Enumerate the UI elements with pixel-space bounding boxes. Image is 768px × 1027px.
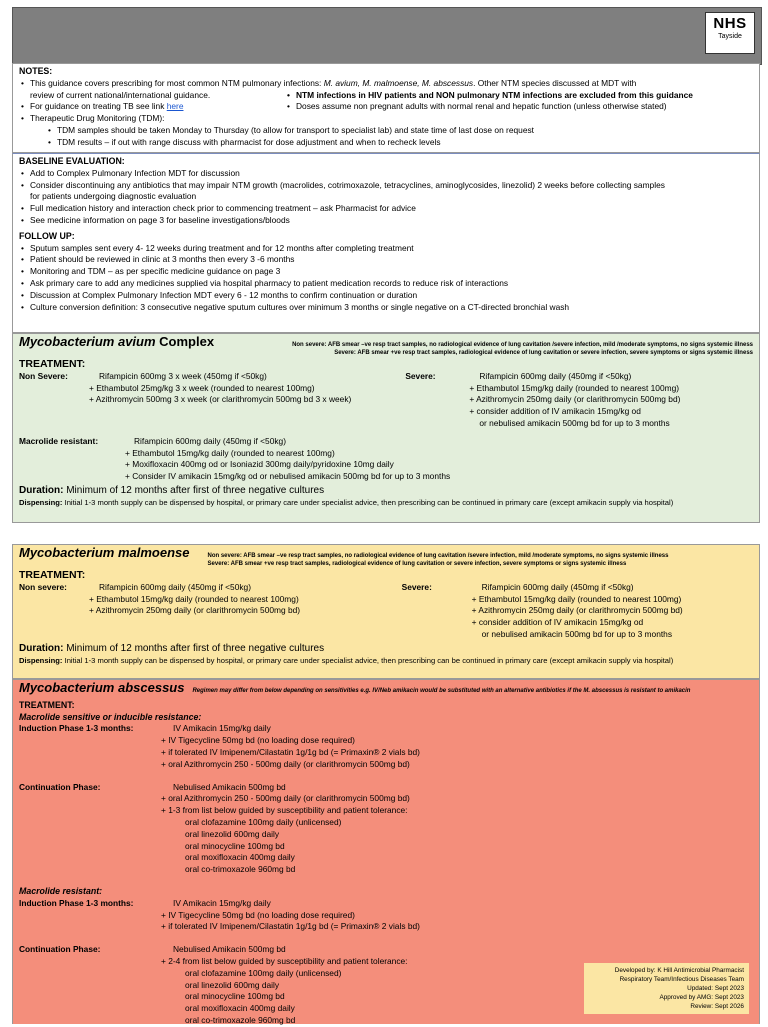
notes-tdm1: • TDM samples should be taken Monday to Thursday (to allow for transport to specialist lab) and state time of last dose on request xyxy=(57,125,753,137)
malmoense-section xyxy=(12,544,760,679)
notes-cont: review of current national/international guidance. xyxy=(30,89,211,100)
malmoense-nonsevere: Non severe: Rifampicin 600mg daily (450mg if <50kg) + Ethambutol 15mg/kg daily (rounded to nearest 100mg) + Azithromycin 250mg daily (or clarithromycin 500mg bd) xyxy=(19,581,301,616)
abscessus-treatment-heading: TREATMENT: xyxy=(19,699,75,710)
malmoense-title: Mycobacterium malmoense xyxy=(19,545,190,560)
avium-dispensing: Dispensing: Initial 1-3 month supply can be dispensed by hospital, or primary care under specialist advice, then prescribing can be continued in primary care (except amikacin supply via hospital) xyxy=(19,497,674,507)
abscessus-section xyxy=(12,679,760,1024)
notes-section xyxy=(12,63,760,153)
baseline-item: • Full medication history and interaction check prior to commencing treatment – ask Pharmacist for advice xyxy=(30,203,753,215)
baseline-item: • See medicine information on page 3 for baseline investigations/bloods xyxy=(30,215,753,227)
followup-item: • Discussion at Complex Pulmonary Infection MDT every 6 - 12 months to confirm continuation or duration xyxy=(30,290,753,302)
avium-duration: Duration: Minimum of 12 months after first of three negative cultures xyxy=(19,484,325,496)
malmoense-criteria: Non severe: AFB smear –ve resp tract samples, no radiological evidence of lung cavitation /severe infection, mild /moderate symptoms, no signs systemic illness Severe: AFB smear +ve resp tract samples, radiological evidence of lung cavitation or severe infection, severe symptoms or signs systemic illness xyxy=(207,553,669,567)
notes-doses: • Doses assume non pregnant adults with normal renal and hepatic function (unless otherwise stated) xyxy=(296,101,667,113)
malmoense-duration: Duration: Minimum of 12 months after first of three negative cultures xyxy=(19,642,325,654)
malmoense-severe: Severe: Rifampicin 600mg daily (450mg if <50kg) + Ethambutol 15mg/kg daily (rounded to nearest 100mg) + Azithromycin 250mg daily (or clarithromycin 500mg bd) + consider addition of IV amikacin 15mg/kg od or nebulised amikacin 500mg bd for up to 3 months xyxy=(401,581,683,639)
nhs-logo-sub: Tayside xyxy=(718,33,742,40)
followup-item: • Culture conversion definition: 3 consecutive negative sputum cultures over minimum 3 months or single negative on a CT-directed bronchial wash xyxy=(30,302,753,314)
tb-guidance-link[interactable]: here xyxy=(166,101,184,112)
baseline-item: • Consider discontinuing any antibiotics that may impair NTM growth (macrolides, cotrimoxazole, tetracyclines, aminoglycosides, linezolid) 2 weeks before collecting samples xyxy=(30,180,753,192)
notes-item: • This guidance covers prescribing for most common NTM pulmonary infections: M. avium, M. malmoense, M. abscessus. Other NTM species discussed at MDT with xyxy=(30,78,753,90)
abscessus-continuation: Continuation Phase: Nebulised Amikacin 500mg bd + oral Azithromycin 250 - 500mg daily (or clarithromycin 500mg bd) + 1-3 from list below guided by susceptibility and patient tolerance: oral clofazamine 100mg daily (unlicensed) oral linezolid 600mg daily oral minocycline 100mg bd oral moxifloxacin 400mg daily oral co-trimoxazole 960mg bd xyxy=(19,781,410,875)
developed-by-box: Developed by: K Hill Antimicrobial Pharmacist Respiratory Team/Infectious Diseases Team Updated: Sept 2023 Approved by AMG: Sept 2023 Review: Sept 2026 xyxy=(584,963,749,1014)
followup-item: • Monitoring and TDM – as per specific medicine guidance on page 3 xyxy=(30,266,753,278)
avium-treatment-heading: TREATMENT: xyxy=(19,358,86,370)
notes-row xyxy=(19,90,753,102)
avium-criteria: Non severe: AFB smear –ve resp tract samples, no radiological evidence of lung cavitation /severe infection, mild /moderate symptoms, no signs systemic illness Severe: AFB smear +ve resp tract samples, radiological evidence of lung cavitation or severe infection, severe symptoms or signs systemic illness xyxy=(292,342,753,356)
baseline-section xyxy=(12,153,760,333)
notes-tdm2: • TDM results – if out with range discuss with pharmacist for dose adjustment and when to recheck levels xyxy=(57,137,753,149)
followup-heading: FOLLOW UP: xyxy=(19,230,75,241)
abscessus-continuation-2: Continuation Phase: Nebulised Amikacin 500mg bd + 2-4 from list below guided by susceptibility and patient tolerance: oral clofazamine 100mg daily (unlicensed) oral linezolid 600mg daily oral minocycline 100mg bd oral moxifloxacin 400mg daily oral co-trimoxazole 960mg bd xyxy=(19,944,408,1025)
notes-row xyxy=(19,101,753,113)
notes-list xyxy=(19,78,753,90)
baseline-item: • Add to Complex Pulmonary Infection MDT for discussion xyxy=(30,168,753,180)
notes-tdm: • Therapeutic Drug Monitoring (TDM): xyxy=(30,113,753,125)
baseline-cont: for patients undergoing diagnostic evaluation xyxy=(30,191,197,202)
header-banner xyxy=(12,7,762,65)
abscessus-induction-2: Induction Phase 1-3 months: IV Amikacin 15mg/kg daily + IV Tigecycline 50mg bd (no loading dose required) + if tolerated IV Imipenem/Cilastatin 1g/1g bd (= Primaxin® 2 vials bd) xyxy=(19,897,420,932)
followup-item: • Ask primary care to add any medicines supplied via hospital pharmacy to patient medication records to reduce risk of interactions xyxy=(30,278,753,290)
abscessus-ms-label: Macrolide sensitive or inducible resistance: xyxy=(19,711,202,722)
avium-macrolide-resistant: Macrolide resistant: Rifampicin 600mg daily (450mg if <50kg) + Ethambutol 15mg/kg daily (rounded to nearest 100mg) + Moxifloxacin 400mg od or Isoniazid 300mg daily/pyridoxine 10mg daily + Consider IV amikacin 15mg/kg od or nebulised amikacin 500mg bd for up to 3 months xyxy=(19,435,451,482)
avium-severe: Severe: Rifampicin 600mg daily (450mg if <50kg) + Ethambutol 15mg/kg daily (rounded to nearest 100mg) + Azithromycin 250mg daily (or clarithromycin 500mg bd) + consider addition of IV amikacin 15mg/kg od or nebulised amikacin 500mg bd for up to 3 months xyxy=(405,370,681,428)
followup-item: • Patient should be reviewed in clinic at 3 months then every 3 -6 months xyxy=(30,254,753,266)
baseline-heading: BASELINE EVALUATION: xyxy=(19,156,125,166)
avium-title: Mycobacterium avium Complex xyxy=(19,334,215,349)
notes-tb: • For guidance on treating TB see link here xyxy=(30,101,285,113)
avium-section xyxy=(12,333,760,523)
abscessus-mr-label: Macrolide resistant: xyxy=(19,885,103,896)
followup-item: • Sputum samples sent every 4- 12 weeks during treatment and for 12 months after completing treatment xyxy=(30,243,753,255)
malmoense-treatment-heading: TREATMENT: xyxy=(19,569,86,581)
abscessus-note: Regimen may differ from below depending on sensitivities e.g. IV/Neb amikacin would be substituted with an alternative antibiotics if the M. abscessus is resistant to amikacin xyxy=(192,688,691,694)
abscessus-induction: Induction Phase 1-3 months: IV Amikacin 15mg/kg daily + IV Tigecycline 50mg bd (no loading dose required) + if tolerated IV Imipenem/Cilastatin 1g/1g bd (= Primaxin® 2 vials bd) + oral Azithromycin 250 - 500mg daily (or clarithromycin 500mg bd) xyxy=(19,723,420,769)
nhs-logo xyxy=(705,12,755,54)
abscessus-title: Mycobacterium abscessus xyxy=(19,680,185,695)
avium-nonsevere: Non Severe: Rifampicin 600mg 3 x week (450mg if <50kg) + Ethambutol 25mg/kg 3 x week (rounded to nearest 100mg) + Azithromycin 500mg 3 x week (or clarithromycin 500mg bd 3 x week) xyxy=(19,370,352,405)
malmoense-dispensing: Dispensing: Initial 1-3 month supply can be dispensed by hospital, or primary care under specialist advice, then prescribing can be continued in primary care (except amikacin supply via hospital) xyxy=(19,655,674,665)
nhs-logo-mark: NHS xyxy=(713,15,747,32)
notes-heading: NOTES: xyxy=(19,66,53,76)
notes-hiv: • NTM infections in HIV patients and NON pulmonary NTM infections are excluded from this guidance xyxy=(296,90,693,102)
